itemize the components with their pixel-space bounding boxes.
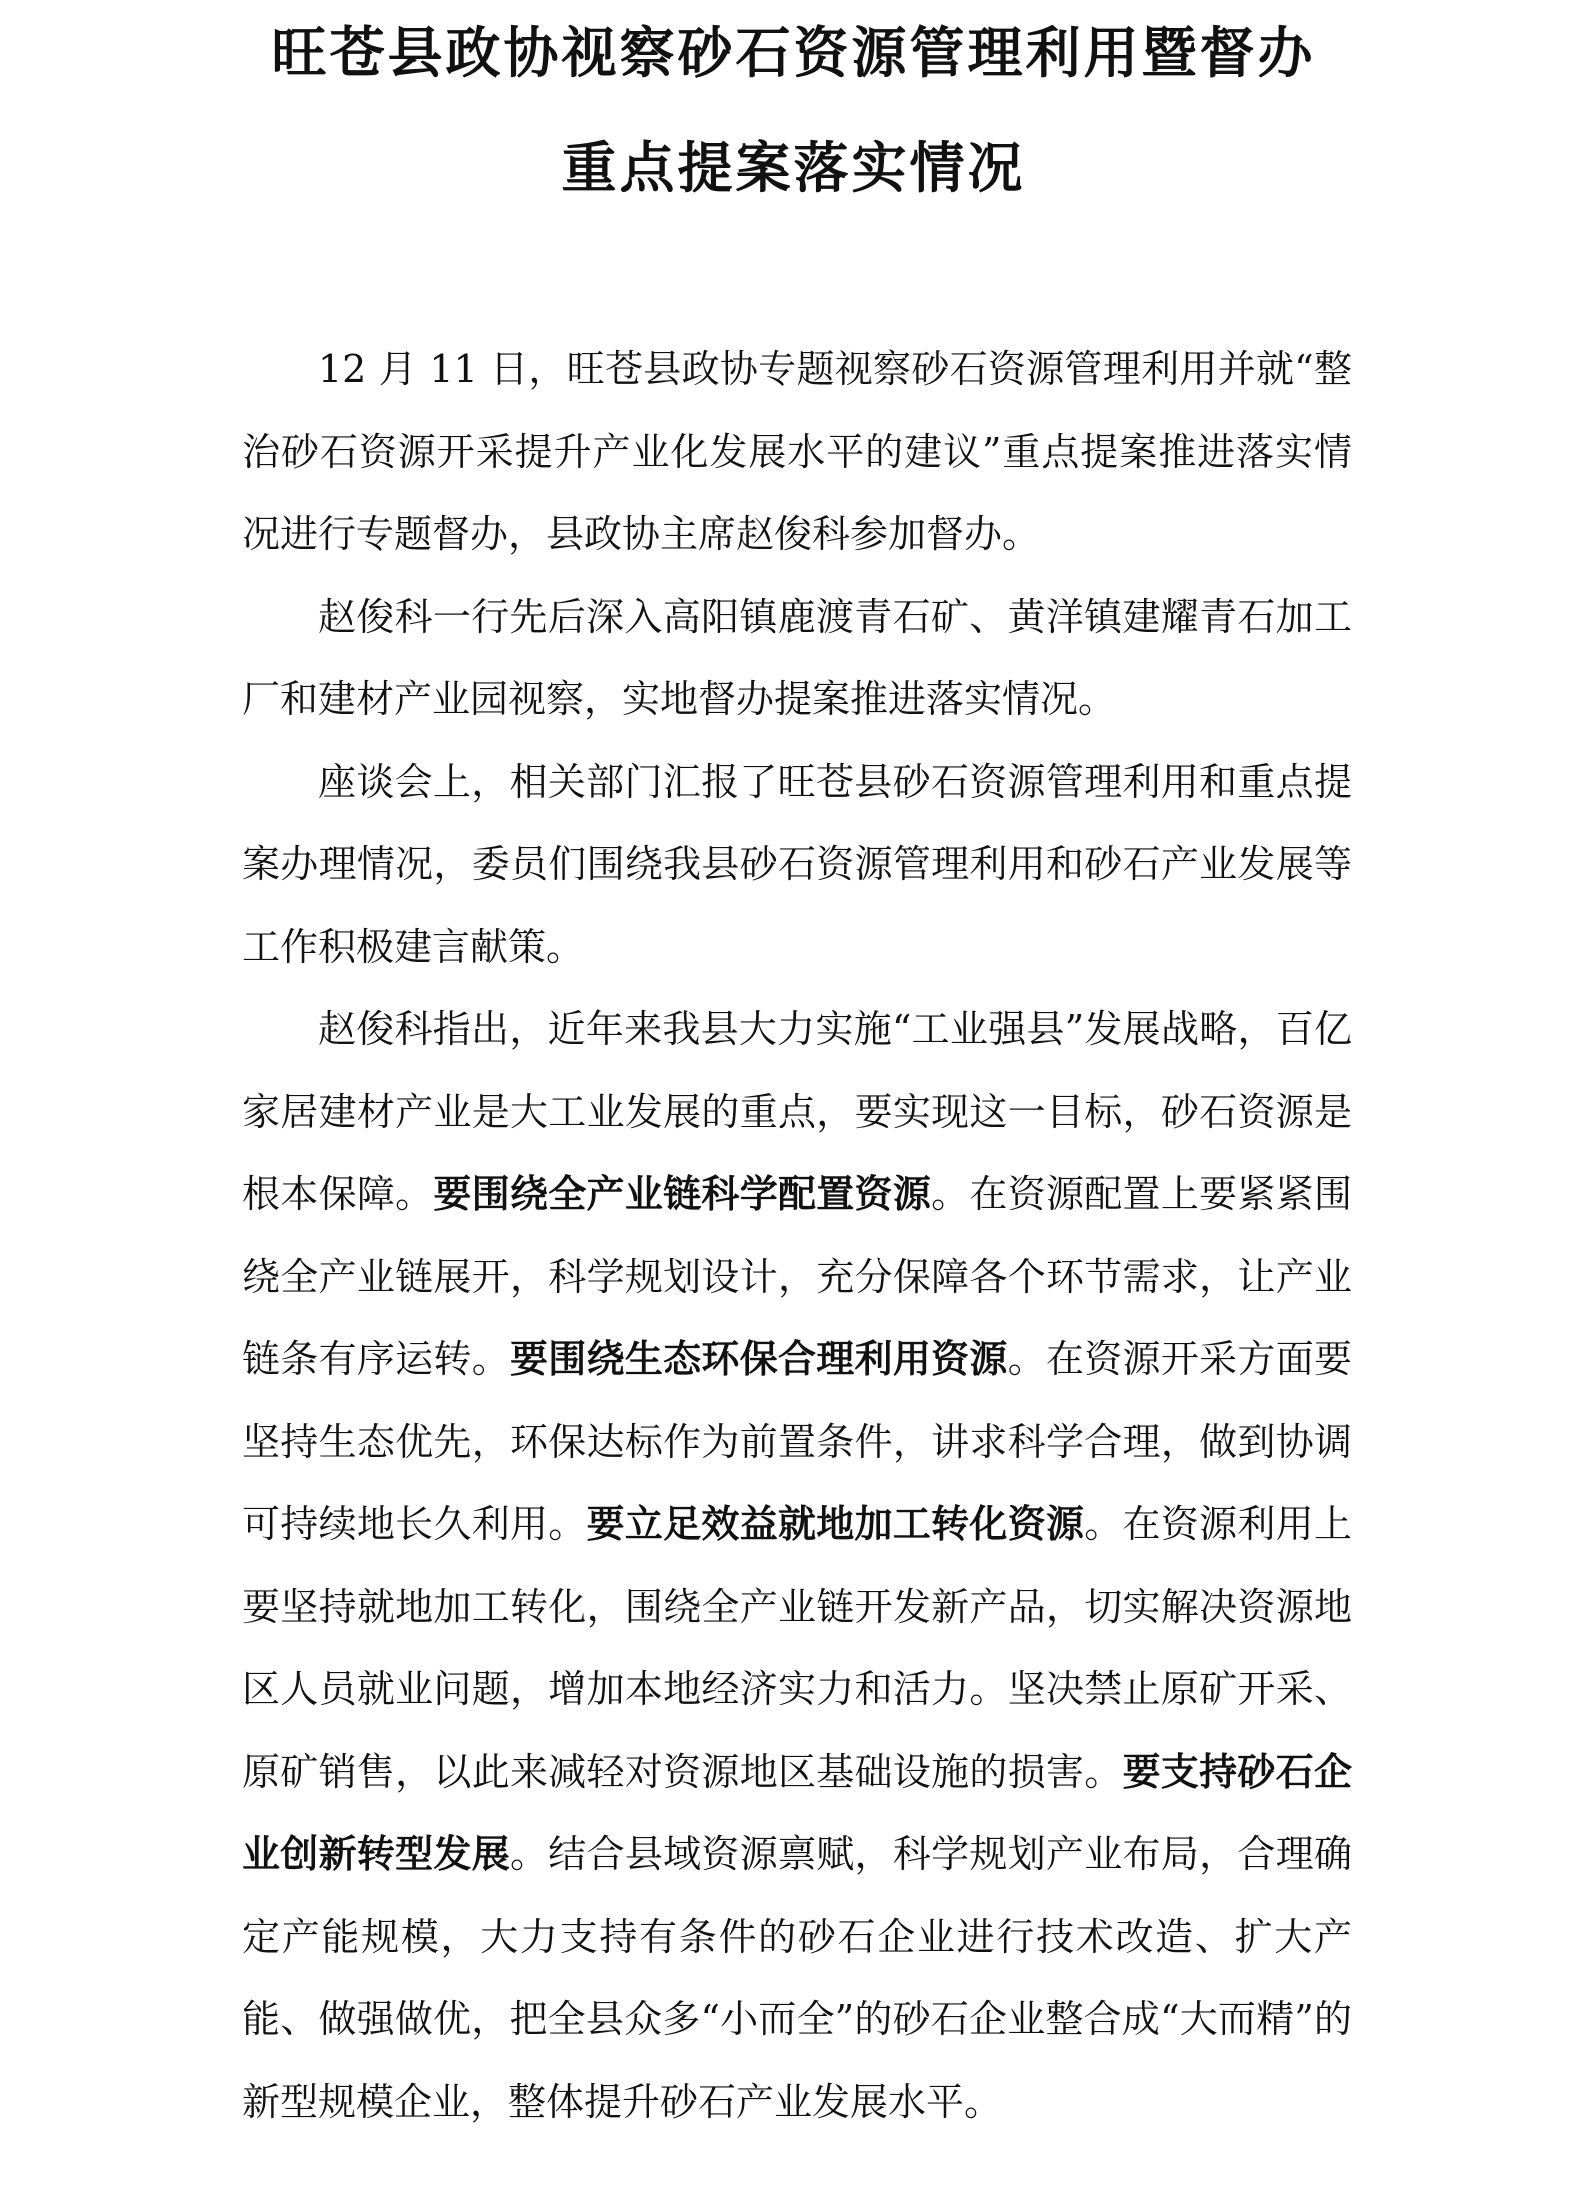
paragraph-4 (242, 988, 1352, 2143)
document-title-line-2: 重点提案落实情况 (561, 135, 1026, 200)
key-point-1-detail: 。在资源配置上要紧紧围绕全产业链展开，科学规划设计，充分保障各个环节需求，让产业链条有序运转。 (242, 1172, 1352, 1381)
document-body (242, 328, 1352, 2143)
key-point-4-detail: 。结合县域资源禀赋，科学规划产业布局，合理确定产能规模，大力支持有条件的砂石企业进行技术改造、扩大产能、做强做优，把全县众多“小而全”的砂石企业整合成“大而精”的新型规模企业，整体提升砂石产业发展水平。 (242, 1832, 1352, 2124)
paragraph-2: 赵俊科一行先后深入高阳镇鹿渡青石矿、黄洋镇建耀青石加工厂和建材产业园视察，实地督办提案推进落实情况。 (242, 594, 1352, 721)
key-point-1: 要围绕全产业链科学配置资源 (433, 1171, 932, 1216)
key-point-3: 要立足效益就地加工转化资源 (586, 1501, 1085, 1546)
paragraph-1: 12 月 11 日，旺苍县政协专题视察砂石资源管理利用并就“整治砂石资源开采提升产业化发展水平的建议”重点提案推进落实情况进行专题督办，县政协主席赵俊科参加督办。 (242, 347, 1352, 556)
document-title-line-1: 旺苍县政协视察砂石资源管理利用暨督办 (271, 20, 1316, 85)
key-point-2: 要围绕生态环保合理利用资源 (510, 1336, 1008, 1381)
key-point-2-detail: 。在资源开采方面要坚持生态优先，环保达标作为前置条件，讲求科学合理，做到协调可持续地长久利用。 (242, 1337, 1352, 1546)
key-point-3-detail: 。在资源利用上要坚持就地加工转化，围绕全产业链开发新产品，切实解决资源地区人员就业问题，增加本地经济实力和活力。坚决禁止原矿开采、原矿销售，以此来减轻对资源地区基础设施的损害。 (242, 1502, 1352, 1794)
key-point-4: 要支持砂石企业创新转型发展 (242, 1748, 1352, 1876)
paragraph-3: 座谈会上，相关部门汇报了旺苍县砂石资源管理利用和重点提案办理情况，委员们围绕我县砂石资源管理利用和砂石产业发展等工作积极建言献策。 (242, 759, 1352, 969)
paragraph-4-intro: 赵俊科指出，近年来我县大力实施“工业强县”发展战略，百亿家居建材产业是大工业发展的重点，要实现这一目标，砂石资源是根本保障。 (242, 1007, 1352, 1216)
